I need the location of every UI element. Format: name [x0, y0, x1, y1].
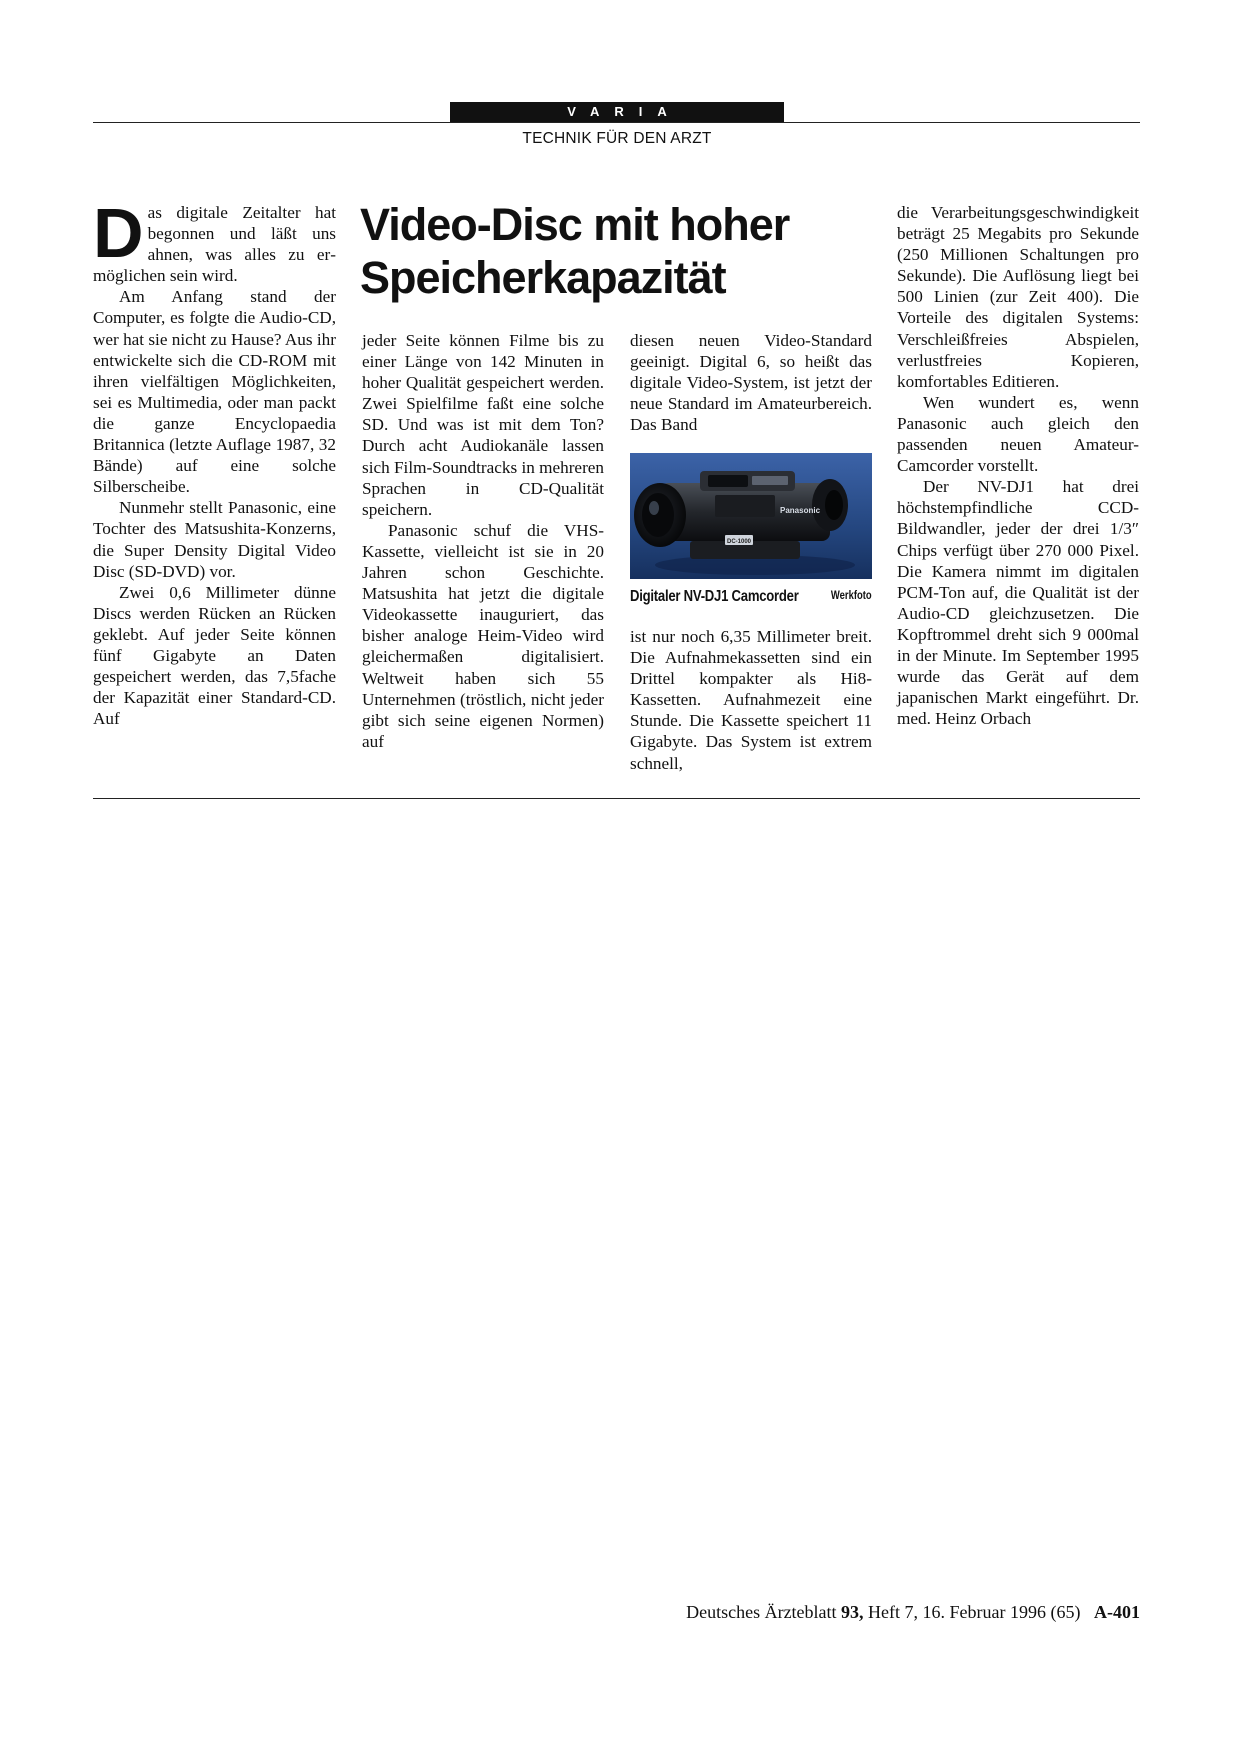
camera-brand-label: Panasonic [780, 506, 821, 515]
paragraph: Zwei 0,6 Millimeter dünne Discs werden Rücken an Rücken geklebt. Auf jeder Seite können fünf Gigabyte an Daten gespeichert werden, das 7,5fache der Kapazität einer Standard-CD. Auf [93, 582, 336, 729]
camcorder-photo [630, 453, 872, 579]
camcorder-image [630, 453, 872, 579]
paragraph: jeder Seite können Filme bis zu einer Länge von 142 Minuten in hoher Qualität gespeichert werden. Zwei Spielfilme faßt eine solche SD. Und was ist mit dem Ton? Durch acht Audiokanäle lassen sich Film-Soundtracks in mehreren Sprachen in CD-Qualität speichern. [362, 331, 605, 519]
paragraph: Nunmehr stellt Panasonic, eine Tochter des Matsushita-Konzerns, die Super Density Digital Video Disc (SD-DVD) vor. [93, 498, 336, 581]
page-footer [686, 1602, 1140, 1623]
volume: 93, [841, 1602, 864, 1622]
column-4 [897, 202, 1139, 729]
paragraph: Am Anfang stand der Computer, es folgte die Audio-CD, wer hat sie nicht zu Hause? Aus ihr entwickelte sich die CD-ROM mit ihren vielfältigen Möglichkeiten, sei es Multimedia, oder man packt die ganze Encyclopaedia Britannica (letzte Auflage 1987, 32 Bände) auf eine solche Silberscheibe. [93, 287, 336, 497]
paragraph: Wen wundert es, wenn Panasonic auch gleich den passenden neuen Amateur-Camcorder vorstellt. [897, 392, 1139, 476]
paragraph: die Verarbeitungsgeschwindigkeit beträgt 25 Megabits pro Sekunde (250 Millionen Schaltungen pro Sekunde). Die Auflösung liegt bei 500 Linien (zur Zeit 400). Die Vorteile des digitalen Systems: Verschleißfreies Abspielen, verlustfreies Kopieren, komfortables Editieren. [897, 203, 1139, 391]
paragraph: ist nur noch 6,35 Millimeter breit. Die Aufnahmekassetten sind ein Drittel kompakter als Hi8-Kassetten. Aufnahmezeit eine Stunde. Die Kassette speichert 11 Gigabyte. Das System ist extrem schnell, [630, 627, 872, 773]
column-1 [93, 194, 336, 729]
section-subtitle: TECHNIK FÜR DEN ARZT [522, 130, 712, 147]
title-line-1: Video-Disc mit hoher [360, 199, 790, 250]
page-number: A-401 [1094, 1602, 1140, 1622]
photo-caption [630, 588, 872, 606]
section-label: VARIA [567, 104, 682, 119]
top-rule [93, 122, 1140, 123]
bottom-rule [93, 798, 1140, 799]
caption-text: Digitaler NV-DJ1 Camcorder [630, 588, 799, 605]
title-line-2: Speicherkapazität [360, 252, 726, 303]
article-title [360, 198, 880, 304]
section-bar [450, 102, 784, 122]
caption-credit: Werkfoto [831, 590, 872, 602]
paragraph: diesen neuen Video-Standard geeinigt. Digital 6, so heißt das digitale Video-System, ist jetzt der neue Standard im Amateurbereich. Das Band [630, 331, 872, 435]
column-3-continued [630, 626, 872, 774]
paragraph: Panasonic schuf die VHS-Kassette, vielleicht ist sie in 20 Jahren schon Geschichte. Matsushita hat jetzt die digitale Videokassette inauguriert, das bisher analoge Heim-Video wird gleichermaßen digitalisiert. Weltweit haben sich 55 Unternehmen (tröstlich, nicht jeder gibt sich seine eigenen Normen) auf [362, 520, 604, 751]
paragraph-text: as digitale Zeitalter hat begonnen und läßt uns ahnen, was alles zu ermöglichen sein wird. [93, 203, 336, 286]
issue-info: Heft 7, 16. Februar 1996 (65) [868, 1602, 1081, 1622]
camera-model-label: DC-1000 [727, 539, 752, 545]
paragraph [93, 194, 336, 286]
journal-name: Deutsches Ärzteblatt [686, 1602, 837, 1622]
paragraph: Der NV-DJ1 hat drei höchstempfindliche CCD-Bildwandler, jeder der drei 1/3″ Chips verfügt über 270 000 Pixel. Die Kamera nimmt im digitalen PCM-Ton auf, die Qualität ist der Audio-CD gleichzusetzen. Die Kopftrommel dreht sich 9 000mal in der Minute. Im September 1995 wurde das Gerät auf dem japanischen Markt eingeführt. Dr. med. Heinz Orbach [897, 477, 1139, 729]
column-3 [630, 330, 872, 435]
drop-cap: D [93, 194, 144, 272]
column-2 [362, 330, 604, 752]
